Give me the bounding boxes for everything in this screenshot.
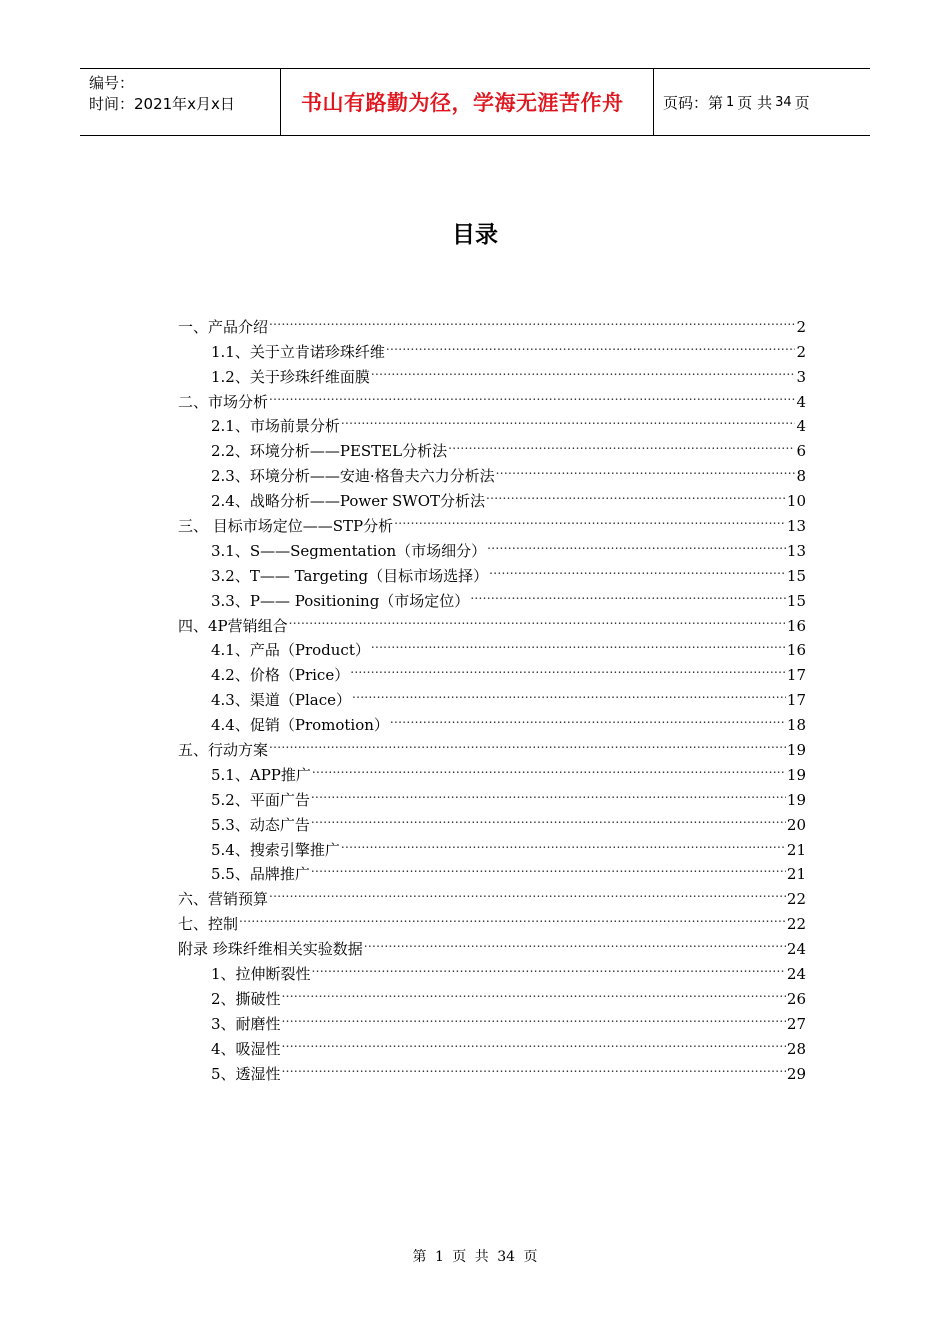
toc-entry-label: 5.2、平面广告	[211, 790, 310, 809]
toc-entry-page: 2	[796, 342, 806, 361]
toc-entry[interactable]	[178, 879, 806, 909]
document-header	[80, 68, 870, 136]
toc-entry-label: 3.2、T—— Targeting（目标市场选择）	[211, 566, 489, 585]
toc-entry-page: 18	[786, 716, 806, 735]
toc-entry-page: 19	[786, 765, 806, 784]
toc-entry-label: 二、市场分析	[178, 392, 269, 411]
toc-entry-label: 1.1、关于立肯诺珍珠纤维	[211, 342, 385, 361]
toc-entry-label: 4.2、价格（Price）	[211, 666, 350, 685]
toc-entry-page: 13	[786, 517, 806, 536]
toc-entry-page: 24	[786, 940, 806, 959]
toc-entry-page: 24	[786, 965, 806, 984]
toc-entry-page: 17	[786, 691, 806, 710]
toc-dot-leader	[448, 431, 795, 456]
toc-entry-label: 一、产品介绍	[178, 317, 269, 336]
toc-entry-label: 4.1、产品（Product）	[211, 641, 370, 660]
toc-entry-label: 4、吸湿性	[211, 1039, 281, 1058]
toc-entry-page: 2	[796, 317, 806, 336]
toc-dot-leader	[282, 1004, 786, 1029]
toc-entry-page: 10	[786, 492, 806, 511]
page-label-mid: 页 共	[737, 93, 773, 112]
toc-entry-page: 19	[786, 790, 806, 809]
toc-entry-page: 8	[796, 467, 806, 486]
toc-entry-label: 3.3、P—— Positioning（市场定位）	[211, 591, 470, 610]
toc-dot-leader	[311, 855, 786, 880]
toc-dot-leader	[282, 1029, 786, 1054]
toc-entry-page: 13	[786, 541, 806, 560]
toc-dot-leader	[390, 705, 786, 730]
toc-entry-label: 附录 珍珠纤维相关实验数据	[178, 940, 363, 959]
toc-dot-leader	[496, 456, 796, 481]
table-of-contents	[178, 307, 806, 1083]
toc-entry-label: 4.3、渠道（Place）	[211, 691, 351, 710]
motto-text: 书山有路勤为径，学海无涯苦作舟	[301, 90, 624, 115]
toc-dot-leader	[350, 655, 786, 680]
toc-entry-label: 四、4P营销组合	[178, 616, 288, 635]
toc-entry-label: 五、行动方案	[178, 741, 269, 760]
toc-dot-leader	[386, 332, 796, 357]
toc-entry-page: 22	[786, 890, 806, 909]
toc-entry-page: 16	[786, 616, 806, 635]
toc-entry-label: 1、拉伸断裂性	[211, 965, 311, 984]
toc-dot-leader	[352, 680, 786, 705]
toc-entry-label: 3、耐磨性	[211, 1014, 281, 1033]
toc-dot-leader	[364, 929, 786, 954]
toc-entry-label: 2、撕破性	[211, 989, 281, 1008]
toc-entry-label: 2.1、市场前景分析	[211, 417, 340, 436]
toc-dot-leader	[394, 506, 786, 531]
toc-entry-page: 6	[796, 442, 806, 461]
toc-entry-label: 1.2、关于珍珠纤维面膜	[211, 367, 370, 386]
toc-dot-leader	[311, 805, 786, 830]
toc-entry-label: 5、透湿性	[211, 1064, 281, 1083]
toc-entry[interactable]	[178, 730, 806, 760]
toc-entry-label: 六、营销预算	[178, 890, 269, 909]
page-current: 1	[726, 94, 735, 110]
toc-entry[interactable]	[178, 407, 806, 436]
toc-entry-label: 三、 目标市场定位——STP分析	[178, 517, 394, 536]
toc-entry-page: 4	[796, 417, 806, 436]
toc-entry-label: 5.3、动态广告	[211, 815, 310, 834]
page-label-prefix: 页码：第	[663, 93, 724, 112]
toc-entry-page: 4	[796, 392, 806, 411]
toc-dot-leader	[341, 407, 796, 432]
toc-entry-label: 4.4、促销（Promotion）	[211, 716, 389, 735]
toc-dot-leader	[282, 1054, 786, 1079]
toc-dot-leader	[371, 357, 796, 382]
toc-dot-leader	[486, 481, 786, 506]
toc-entry-page: 21	[786, 840, 806, 859]
toc-dot-leader	[487, 531, 786, 556]
header-meta-cell	[80, 69, 281, 135]
toc-dot-leader	[269, 879, 786, 904]
toc-dot-leader	[371, 631, 786, 656]
toc-entry-page: 15	[786, 591, 806, 610]
toc-entry-page: 19	[786, 741, 806, 760]
number-label: 编号：	[89, 74, 135, 92]
toc-entry-page: 17	[786, 666, 806, 685]
toc-entry-label: 2.2、环境分析——PESTEL分析法	[211, 442, 448, 461]
toc-dot-leader	[282, 979, 786, 1004]
toc-dot-leader	[269, 307, 795, 332]
page-title: 目录	[452, 222, 498, 248]
toc-dot-leader	[489, 556, 786, 581]
toc-dot-leader	[312, 755, 786, 780]
time-label: 时间：2021年x月x日	[89, 95, 235, 113]
toc-entry-page: 16	[786, 641, 806, 660]
toc-dot-leader	[239, 904, 786, 929]
toc-entry-page: 27	[786, 1014, 806, 1033]
toc-dot-leader	[311, 780, 786, 805]
header-motto-cell	[281, 69, 654, 135]
toc-dot-leader	[312, 954, 786, 979]
toc-entry[interactable]	[178, 755, 806, 784]
toc-entry-label: 5.5、品牌推广	[211, 865, 310, 884]
toc-entry-page: 15	[786, 566, 806, 585]
toc-entry-page: 29	[786, 1064, 806, 1083]
page-label-suffix: 页	[794, 93, 810, 112]
toc-entry[interactable]	[178, 382, 806, 411]
toc-entry[interactable]	[178, 332, 806, 361]
toc-entry-page: 20	[786, 815, 806, 834]
header-page-cell	[654, 69, 870, 135]
toc-dot-leader	[341, 830, 786, 855]
toc-entry-label: 2.3、环境分析——安迪·格鲁夫六力分析法	[211, 467, 495, 486]
toc-entry-page: 28	[786, 1039, 806, 1058]
toc-entry-page: 21	[786, 865, 806, 884]
toc-dot-leader	[269, 730, 786, 755]
toc-dot-leader	[470, 581, 786, 606]
page-footer: 第 1 页 共 34 页	[412, 1249, 538, 1265]
toc-entry-label: 七、控制	[178, 915, 239, 934]
toc-entry[interactable]	[178, 307, 806, 336]
toc-entry-page: 3	[796, 367, 806, 386]
toc-dot-leader	[289, 606, 786, 631]
toc-dot-leader	[269, 382, 795, 407]
toc-entry[interactable]	[178, 929, 806, 959]
toc-entry-label: 3.1、S——Segmentation（市场细分）	[211, 541, 487, 560]
toc-entry[interactable]	[178, 904, 806, 934]
toc-entry-label: 5.4、搜索引擎推广	[211, 840, 340, 859]
toc-entry-page: 22	[786, 915, 806, 934]
toc-entry-page: 26	[786, 989, 806, 1008]
toc-entry-label: 5.1、APP推广	[211, 765, 311, 784]
toc-entry-label: 2.4、战略分析——Power SWOT分析法	[211, 492, 486, 511]
page-total: 34	[775, 94, 792, 110]
